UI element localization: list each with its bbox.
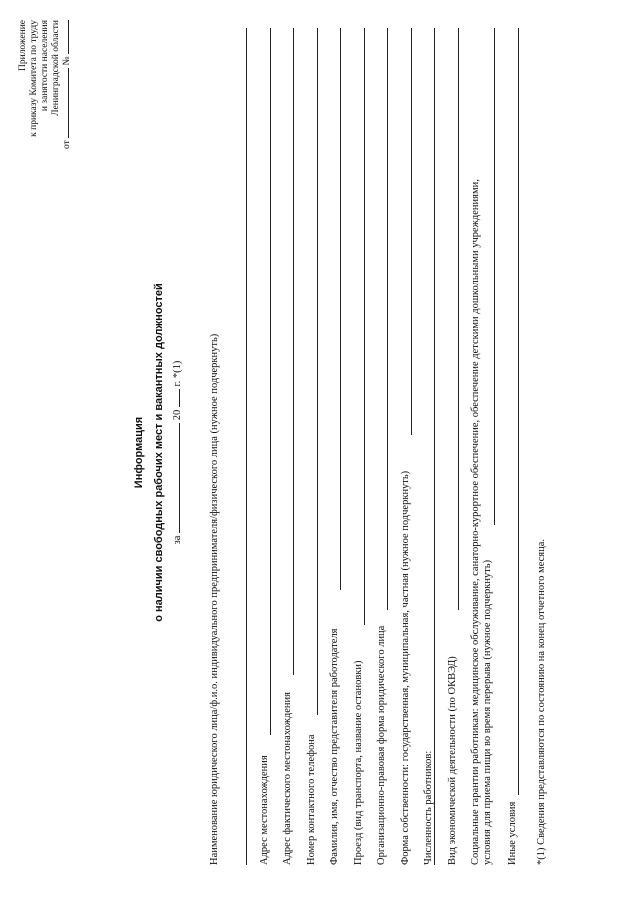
- field-line-ownership[interactable]: [411, 28, 412, 435]
- date-blank[interactable]: [68, 68, 69, 138]
- form-subtitle: о наличии свободных рабочих мест и вакантных должностей: [153, 283, 165, 622]
- appendix-number-label: №: [62, 56, 72, 66]
- field-line-social-guarantees[interactable]: [494, 28, 495, 525]
- footnote: *(1) Сведения представляются по состоянию на конец отчетного месяца.: [536, 538, 547, 865]
- field-line-activity[interactable]: [458, 28, 459, 610]
- month-blank[interactable]: [179, 423, 180, 533]
- appendix-line: к приказу Комитета по труду: [29, 20, 39, 137]
- field-label-legal-form: Организационно-правовая форма юридического лица: [376, 625, 387, 865]
- appendix-date-line: [62, 20, 73, 149]
- year-prefix: 20: [172, 409, 183, 421]
- field-line-headcount[interactable]: [434, 28, 435, 865]
- field-line-legal-form[interactable]: [387, 28, 388, 610]
- period-suffix: г. *(1): [172, 360, 183, 387]
- field-line-actual-address[interactable]: [293, 28, 294, 675]
- field-label-transport: Проезд (вид транспорта, название остановки): [353, 660, 364, 865]
- field-label-representative: Фамилия, имя, отчество представителя работодателя: [329, 628, 340, 865]
- field-label-social-guarantees-cont: условия для приема пищи во время перерыва (нужное подчеркнуть): [482, 559, 493, 865]
- form-title: Информация: [133, 416, 145, 489]
- period-line: [172, 0, 184, 905]
- field-label-headcount: Численность работников:: [423, 750, 434, 865]
- appendix-block: [18, 20, 73, 149]
- field-line-address[interactable]: [270, 28, 271, 735]
- field-line-transport[interactable]: [364, 28, 365, 625]
- appendix-line: и занятости населения: [40, 20, 50, 112]
- number-blank[interactable]: [68, 20, 69, 54]
- field-label-phone: Номер контактного телефона: [306, 734, 317, 865]
- field-line-other[interactable]: [518, 28, 519, 795]
- appendix-date-prefix: от: [62, 140, 72, 149]
- field-label-other: Иные условия: [507, 801, 518, 865]
- field-label-social-guarantees: Социальные гарантии работникам: медицинское обслуживание, санаторно-курортное обеспечение, обеспечение детскими дошкольными учреждениями,: [470, 179, 481, 865]
- period-prefix: за: [172, 535, 183, 545]
- field-label-activity: Вид экономической деятельности (по ОКВЭД): [447, 656, 458, 865]
- field-label-address: Адрес местонахождения: [259, 755, 270, 865]
- year-blank[interactable]: [179, 389, 180, 407]
- field-label-ownership: Форма собственности: государственная, муниципальная, частная (нужное подчеркнуть): [400, 470, 411, 865]
- appendix-line: Ленинградской области: [51, 20, 61, 116]
- field-label-actual-address: Адрес фактического местонахождения: [282, 692, 293, 865]
- field-label-name: Наименование юридического лица/ф.и.о. индивидуального предпринимателя/физического лица (нужное подчеркнуть): [209, 333, 220, 865]
- appendix-line: Приложение: [18, 20, 28, 71]
- field-line-name[interactable]: [246, 28, 247, 865]
- field-line-phone[interactable]: [317, 28, 318, 715]
- field-line-representative[interactable]: [340, 28, 341, 590]
